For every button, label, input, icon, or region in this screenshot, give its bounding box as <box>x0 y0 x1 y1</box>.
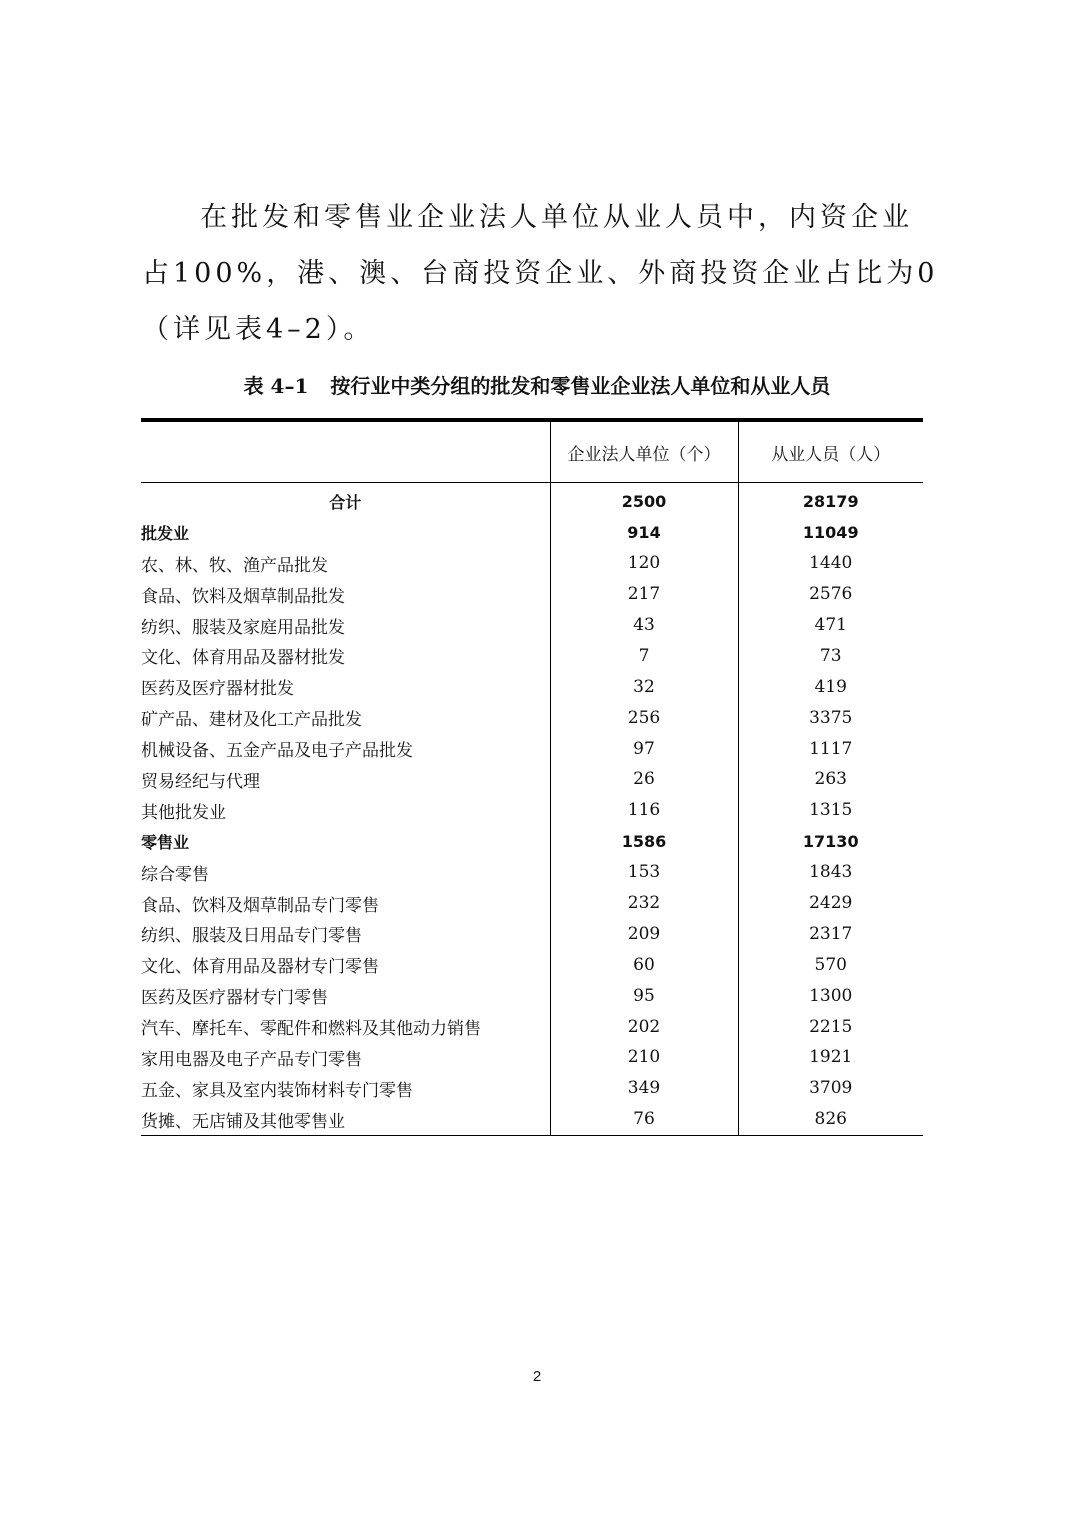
employees-value: 3375 <box>738 702 923 733</box>
table-row <box>141 1073 923 1104</box>
table-row <box>141 1042 923 1073</box>
units-value: 1586 <box>550 826 738 857</box>
units-value: 7 <box>550 640 738 671</box>
units-value: 116 <box>550 795 738 826</box>
employees-value: 1440 <box>738 548 923 579</box>
row-label: 合计 <box>329 492 362 512</box>
row-label: 农、林、牧、渔产品批发 <box>141 555 328 576</box>
units-value: 914 <box>550 517 738 548</box>
row-label: 文化、体育用品及器材专门零售 <box>141 957 379 978</box>
employees-value: 826 <box>738 1104 923 1135</box>
table-row <box>141 610 923 641</box>
row-label: 家用电器及电子产品专门零售 <box>141 1049 362 1070</box>
units-value: 217 <box>550 579 738 610</box>
table-header-row <box>141 420 923 483</box>
table-row <box>141 764 923 795</box>
table-body <box>141 483 923 1136</box>
employees-value: 2317 <box>738 918 923 949</box>
row-label: 机械设备、五金产品及电子产品批发 <box>141 741 413 762</box>
row-label: 综合零售 <box>141 864 209 885</box>
employees-value: 471 <box>738 610 923 641</box>
units-value: 43 <box>550 610 738 641</box>
table-row <box>141 640 923 671</box>
units-value: 256 <box>550 702 738 733</box>
employees-value: 263 <box>738 764 923 795</box>
employees-value: 11049 <box>738 517 923 548</box>
units-value: 209 <box>550 918 738 949</box>
employees-value: 419 <box>738 671 923 702</box>
units-value: 202 <box>550 1011 738 1042</box>
total-row <box>141 483 923 517</box>
table-caption <box>0 370 1074 399</box>
header-industry <box>141 420 550 483</box>
table-row <box>141 980 923 1011</box>
units-value: 97 <box>550 733 738 764</box>
section-row <box>141 826 923 857</box>
row-label: 食品、饮料及烟草制品批发 <box>141 586 345 607</box>
units-value: 349 <box>550 1073 738 1104</box>
table-row <box>141 671 923 702</box>
table-row <box>141 702 923 733</box>
row-label: 纺织、服装及日用品专门零售 <box>141 926 362 947</box>
employees-value: 73 <box>738 640 923 671</box>
table-row <box>141 949 923 980</box>
row-label: 货摊、无店铺及其他零售业 <box>141 1111 345 1132</box>
page-number: 2 <box>532 1368 542 1385</box>
row-label: 食品、饮料及烟草制品专门零售 <box>141 895 379 916</box>
table-row <box>141 888 923 919</box>
table-row <box>141 1104 923 1135</box>
employees-value: 1117 <box>738 733 923 764</box>
employees-value: 1921 <box>738 1042 923 1073</box>
employees-value: 17130 <box>738 826 923 857</box>
units-value: 60 <box>550 949 738 980</box>
units-value: 26 <box>550 764 738 795</box>
employees-value: 1300 <box>738 980 923 1011</box>
row-label: 零售业 <box>141 832 190 852</box>
section-row <box>141 517 923 548</box>
row-label: 纺织、服装及家庭用品批发 <box>141 617 345 638</box>
table-caption-text: 按行业中类分组的批发和零售业企业法人单位和从业人员 <box>330 374 831 398</box>
units-value: 120 <box>550 548 738 579</box>
employees-value: 2429 <box>738 888 923 919</box>
table-caption-number: 表 4–1 <box>243 374 309 398</box>
units-value: 210 <box>550 1042 738 1073</box>
units-value: 95 <box>550 980 738 1011</box>
row-label: 文化、体育用品及器材批发 <box>141 648 345 669</box>
table-row <box>141 579 923 610</box>
employees-value: 28179 <box>738 483 923 517</box>
header-units: 企业法人单位（个） <box>550 420 738 483</box>
table-row <box>141 918 923 949</box>
employees-value: 1315 <box>738 795 923 826</box>
units-value: 32 <box>550 671 738 702</box>
row-label: 其他批发业 <box>141 802 226 823</box>
row-label: 贸易经纪与代理 <box>141 771 260 792</box>
row-label: 矿产品、建材及化工产品批发 <box>141 710 362 731</box>
units-value: 232 <box>550 888 738 919</box>
table-row <box>141 1011 923 1042</box>
units-value: 153 <box>550 857 738 888</box>
industry-table <box>141 418 923 1136</box>
units-value: 2500 <box>550 483 738 517</box>
table-row <box>141 548 923 579</box>
table-row <box>141 795 923 826</box>
table-row <box>141 733 923 764</box>
employees-value: 2576 <box>738 579 923 610</box>
row-label: 汽车、摩托车、零配件和燃料及其他动力销售 <box>141 1019 481 1040</box>
header-employees: 从业人员（人） <box>738 420 923 483</box>
row-label: 五金、家具及室内装饰材料专门零售 <box>141 1080 413 1101</box>
row-label: 医药及医疗器材专门零售 <box>141 988 328 1009</box>
intro-paragraph: 在批发和零售业企业法人单位从业人员中，内资企业占100%，港、澳、台商投资企业、外商投资企业占比为0（详见表4–2）。 <box>142 202 939 345</box>
employees-value: 570 <box>738 949 923 980</box>
table-row <box>141 857 923 888</box>
row-label: 医药及医疗器材批发 <box>141 679 294 700</box>
employees-value: 2215 <box>738 1011 923 1042</box>
units-value: 76 <box>550 1104 738 1135</box>
employees-value: 1843 <box>738 857 923 888</box>
row-label: 批发业 <box>141 523 190 543</box>
employees-value: 3709 <box>738 1073 923 1104</box>
